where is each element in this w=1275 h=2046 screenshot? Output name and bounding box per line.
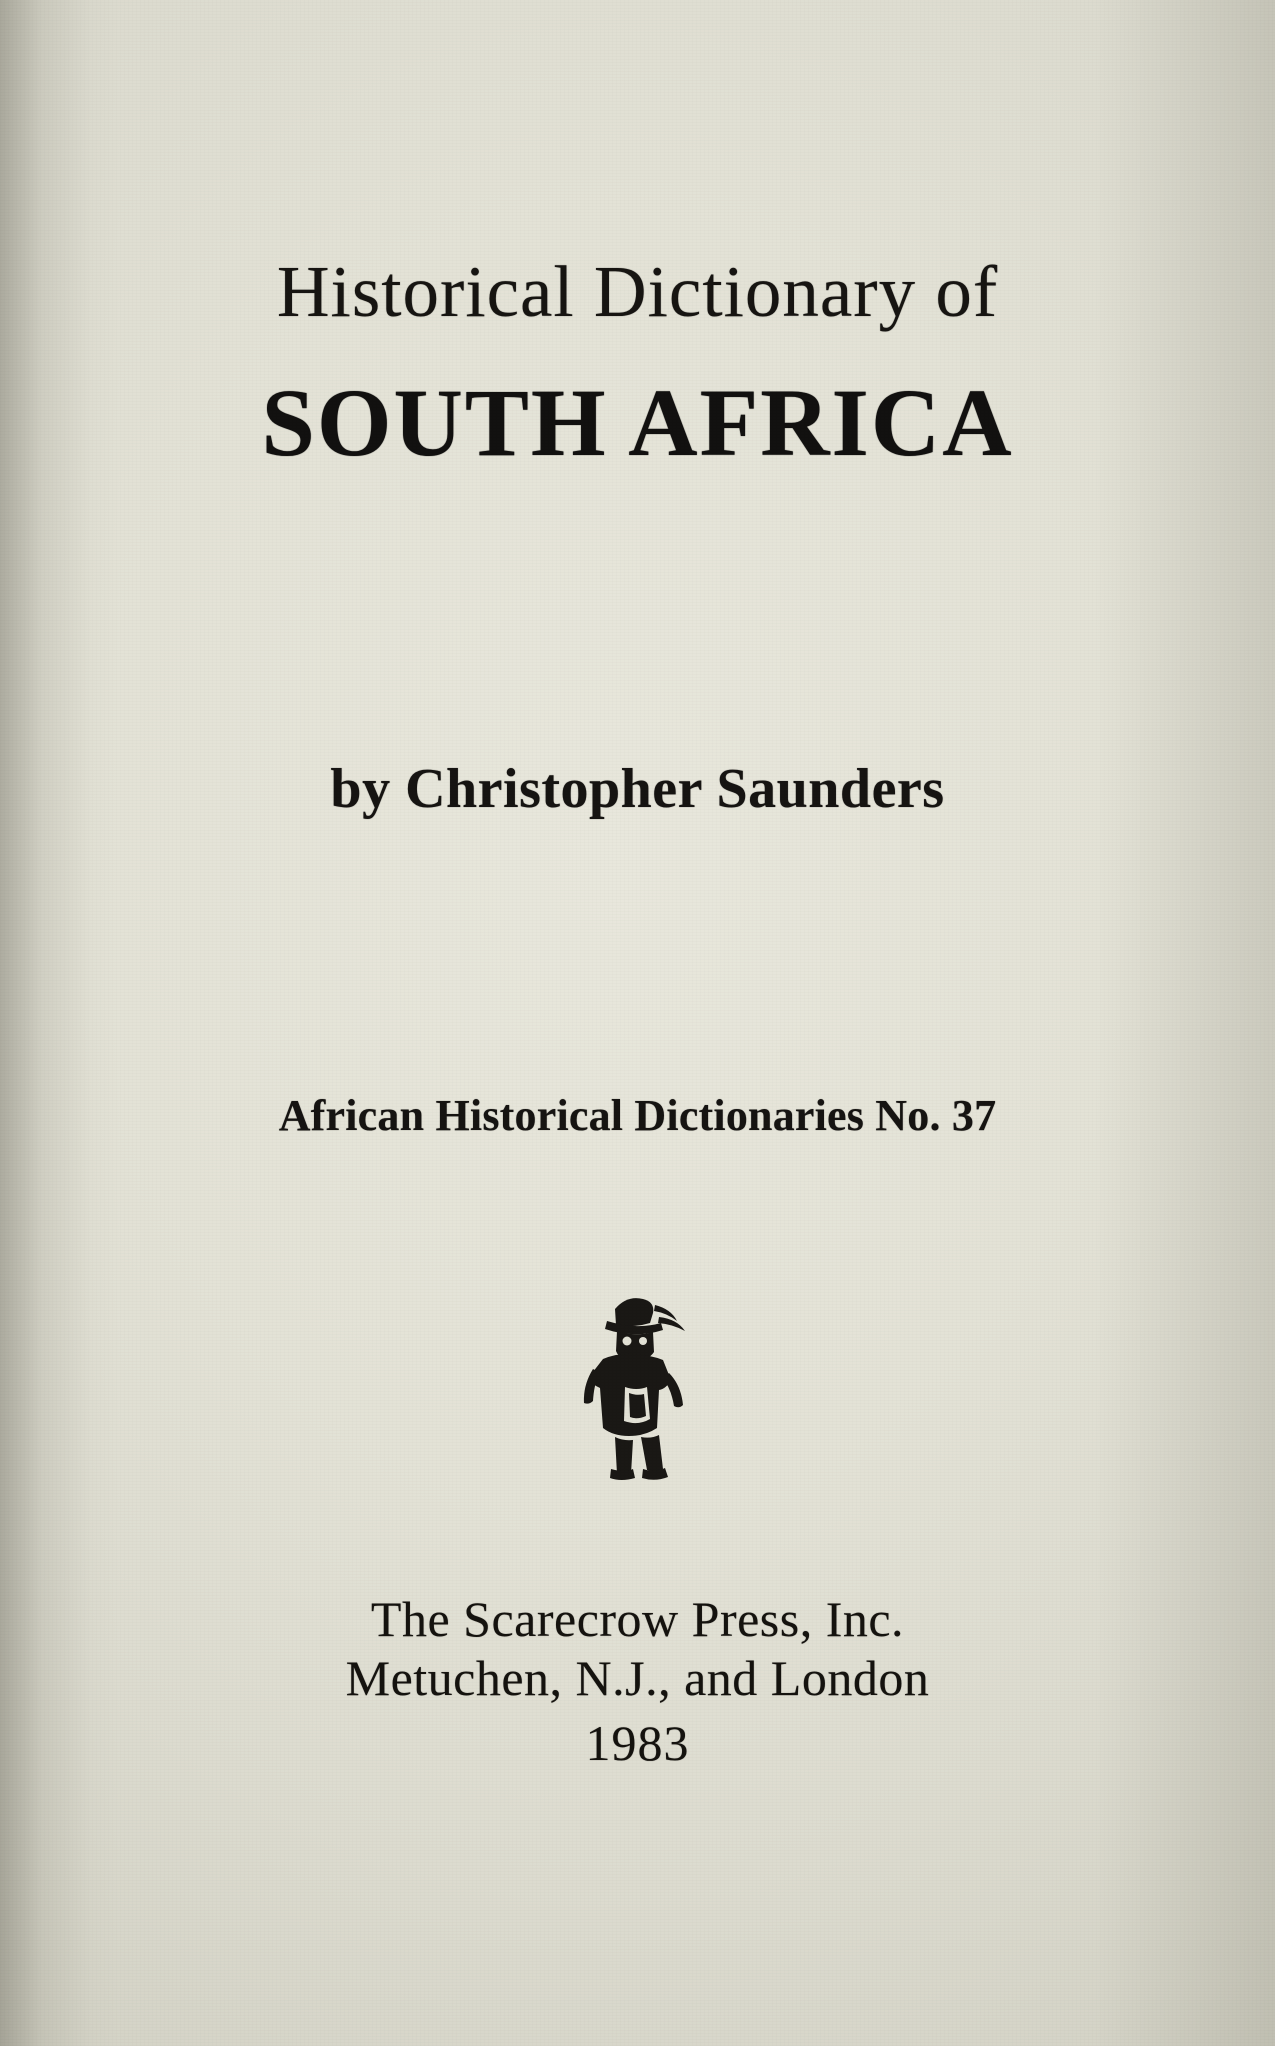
publisher-location: Metuchen, N.J., and London <box>345 1650 930 1706</box>
publication-year: 1983 <box>585 1715 690 1771</box>
scarecrow-icon <box>563 1283 713 1498</box>
page-title-line-2: SOUTH AFRICA <box>261 369 1014 476</box>
page-title-line-1: Historical Dictionary of <box>276 251 999 332</box>
publisher-name: The Scarecrow Press, Inc. <box>370 1591 905 1647</box>
series-statement: African Historical Dictionaries No. 37 <box>278 1091 997 1140</box>
author-byline: by Christopher Saunders <box>330 758 945 820</box>
publisher-logo <box>0 1270 1275 1510</box>
publisher-imprint <box>0 1590 1275 1773</box>
